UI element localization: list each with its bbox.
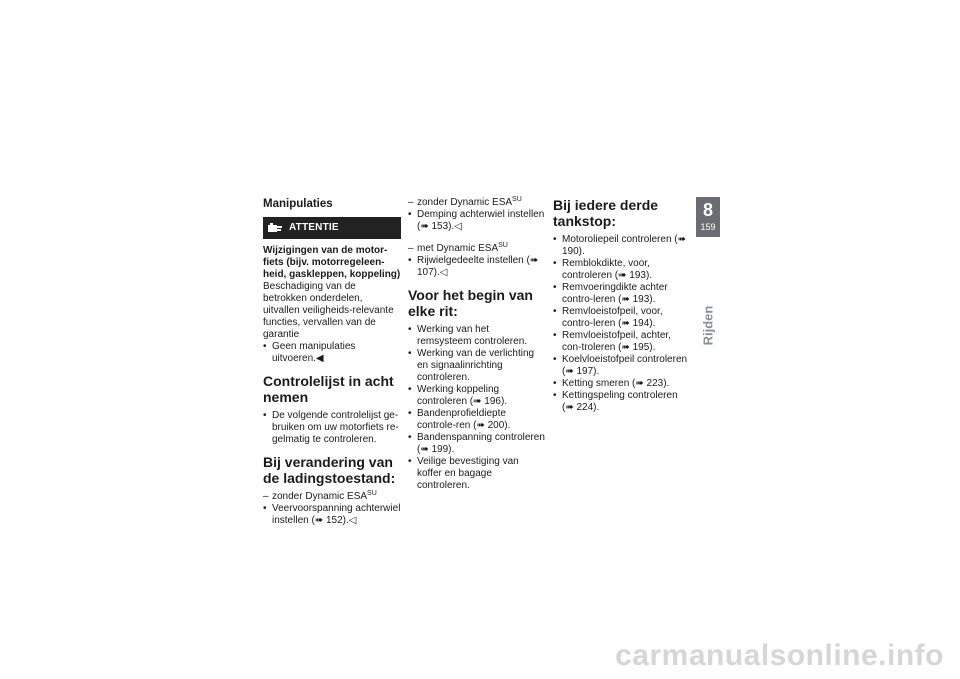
column-2 (408, 197, 546, 492)
page-number: 159 (700, 222, 716, 232)
section-title-derde-tankstop: Bij iedere derde tankstop: (553, 197, 659, 229)
section-title-ladingstoestand: Bij verandering van de ladingstoestand: (263, 454, 396, 486)
list-item: • De volgende controlelijst ge-bruiken om uw motorfiets re-gelmatig te controleren. (263, 410, 401, 446)
condition-without-esa: – zonder Dynamic $ESA^{SU}$ (408, 197, 546, 209)
list-item: • Demping achterwiel instellen (➠ 153).◁ (408, 209, 546, 233)
damping-list (408, 209, 546, 233)
column-3 (553, 197, 691, 414)
warning-list (263, 341, 401, 365)
chapter-number: 8 (702, 200, 713, 220)
list-item: • Bandenprofieldiepte controle-ren (➠ 200). (408, 408, 546, 432)
chapter-tab (696, 197, 720, 237)
list-item: • Ketting smeren (➠ 223). (553, 378, 691, 390)
list-item: • Koelvloeistofpeil controleren (➠ 197). (553, 354, 691, 378)
warning-text: Beschadiging van de betrokken onderdelen, uitvallen veiligheids-relevante functies, vervallen van de garantie (263, 281, 394, 340)
list-item: • Veilige bevestiging van koffer en bagage controleren. (408, 456, 546, 492)
list-item: • Remvloeistofpeil, voor, contro-leren (➠ 194). (553, 306, 691, 330)
list-item: • Rijwielgedeelte instellen (➠ 107).◁ (408, 255, 546, 279)
column-1 (263, 197, 401, 527)
warning-title: Wijzigingen van de motor-fiets (bijv. motorregeleen-heid, gaskleppen, koppeling) (263, 245, 401, 280)
chapter-side-label: Rijden (700, 305, 716, 345)
watermark: carmanualsonline.info (615, 639, 944, 672)
section-heading-manipulaties: Manipulaties (263, 198, 333, 210)
list-item: • Remvloeistofpeil, achter, con-troleren (➠ 195). (553, 330, 691, 354)
attention-label: ATTENTIE (289, 222, 339, 233)
list-item: • Werking van het remsysteem controleren. (408, 324, 546, 348)
list-item: • Remblokdikte, voor, controleren (➠ 193). (553, 258, 691, 282)
hand-warning-icon (267, 222, 283, 234)
condition-without-esa: – zonder Dynamic $ESA^{SU}$ (263, 491, 401, 503)
section-title-controlelijst: Controlelijst in acht nemen (263, 373, 394, 405)
list-item: • Bandenspanning controleren (➠ 199). (408, 432, 546, 456)
list-item: • Werking van de verlichting en signaalinrichting controleren. (408, 348, 546, 384)
list-item: • Geen manipulaties uitvoeren.◀ (263, 341, 401, 365)
list-item: • Veervoorspanning achterwiel instellen (➠ 152).◁ (263, 503, 401, 527)
ladingstoestand-list (263, 503, 401, 527)
section-title-voor-elke-rit: Voor het begin van elke rit: (408, 287, 533, 319)
list-item: • Werking koppeling controleren (➠ 196). (408, 384, 546, 408)
list-item: • Remvoeringdikte achter contro-leren (➠ 193). (553, 282, 691, 306)
list-item: • Kettingspeling controleren (➠ 224). (553, 390, 691, 414)
derde-tankstop-list (553, 234, 691, 414)
attention-banner (263, 217, 401, 239)
condition-with-esa: – met Dynamic $ESA^{SU}$ (408, 243, 546, 255)
rijwiel-list (408, 255, 546, 279)
voor-elke-rit-list (408, 324, 546, 492)
controlelijst-list (263, 410, 401, 446)
list-item: • Motoroliepeil controleren (➠ 190). (553, 234, 691, 258)
